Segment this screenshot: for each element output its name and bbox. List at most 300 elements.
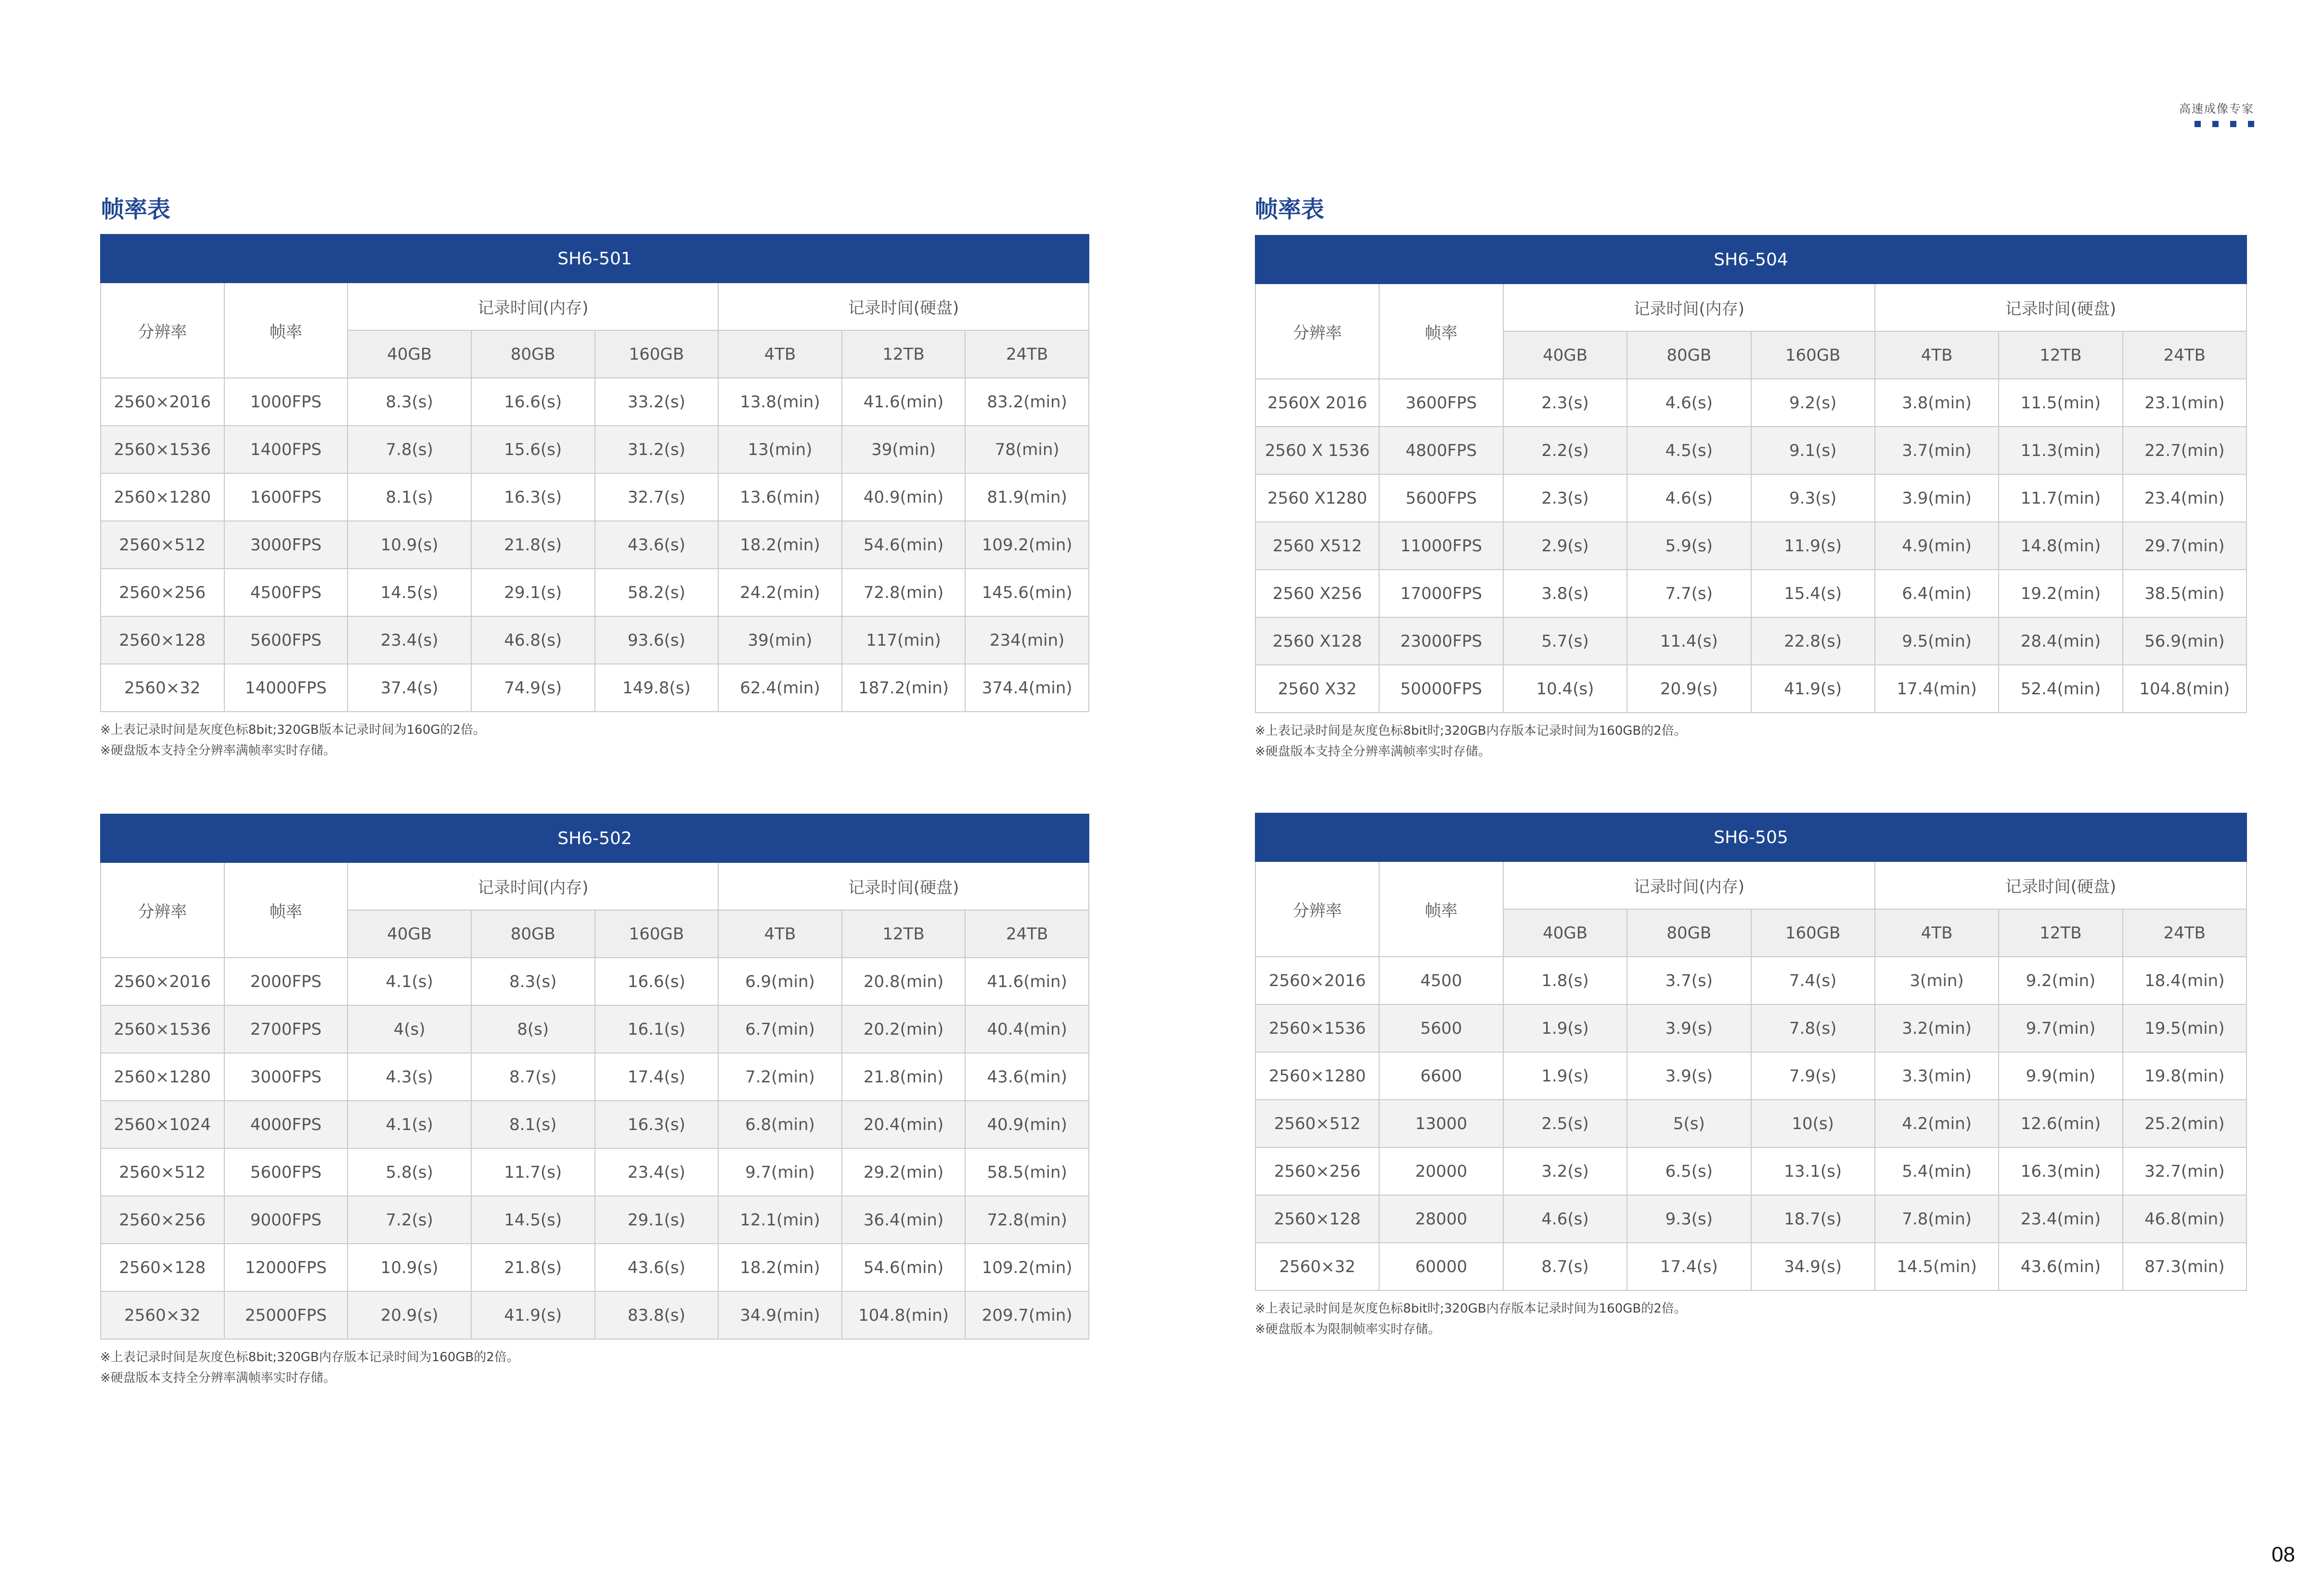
table-cell: 6.8(min)	[718, 1101, 842, 1148]
table-cell: 2560×2016	[101, 378, 224, 426]
table-cell: 2560×256	[101, 569, 224, 616]
table-cell: 21.8(s)	[471, 1244, 595, 1291]
model-row	[1255, 813, 2247, 861]
table-cell: 40.4(min)	[965, 1005, 1089, 1053]
table-cell: 2560×512	[101, 1148, 224, 1196]
table-cell: 14.8(min)	[1999, 522, 2122, 570]
frame-rate-table-sh6-505	[1255, 813, 2247, 1340]
table-cell: 31.2(s)	[595, 426, 719, 473]
table-cell: 117(min)	[842, 616, 966, 664]
table-cell: 87.3(min)	[2123, 1243, 2247, 1290]
table-cell: 6600	[1379, 1052, 1503, 1100]
table-cell: 9.9(min)	[1999, 1052, 2122, 1100]
frame-rate-table	[100, 814, 1089, 1340]
table-cell: 43.6(min)	[965, 1053, 1089, 1101]
model-row	[1255, 235, 2247, 284]
table-cell: 16.3(s)	[595, 1101, 719, 1148]
table-cell: 5.8(s)	[348, 1148, 471, 1196]
table-cell: 93.6(s)	[595, 616, 719, 664]
table-cell: 17.4(min)	[1875, 665, 1999, 713]
table-cell: 39(min)	[718, 616, 842, 664]
table-cell: 21.8(min)	[842, 1053, 966, 1101]
table-cell: 4.6(s)	[1627, 474, 1751, 522]
table-cell: 46.8(min)	[2123, 1195, 2247, 1243]
table-cell: 3.3(min)	[1875, 1052, 1999, 1100]
table-cell: 5(s)	[1627, 1100, 1751, 1147]
table-cell: 2.2(s)	[1503, 427, 1627, 474]
table-cell: 4500	[1379, 957, 1503, 1004]
table-cell: 4(s)	[348, 1005, 471, 1053]
table-cell: 11.7(min)	[1999, 474, 2122, 522]
table-row	[101, 664, 1089, 712]
table-cell: 41.6(min)	[965, 958, 1089, 1005]
memory-group-header: 记录时间(内存)	[348, 862, 718, 910]
table-cell: 2560×32	[101, 1291, 224, 1339]
table-cell: 8.7(s)	[1503, 1243, 1627, 1290]
brand-header	[2179, 99, 2254, 127]
table-cell: 83.8(s)	[595, 1291, 719, 1339]
section-title-right: 帧率表	[1255, 196, 1325, 223]
table-cell: 13(min)	[718, 426, 842, 473]
table-row	[1255, 522, 2247, 570]
table-cell: 20.9(s)	[348, 1291, 471, 1339]
table-cell: 5.9(s)	[1627, 522, 1751, 570]
table-cell: 18.2(min)	[718, 1244, 842, 1291]
table-cell: 36.4(min)	[842, 1196, 966, 1244]
table-cell: 29.2(min)	[842, 1148, 966, 1196]
table-cell: 145.6(min)	[965, 569, 1089, 616]
table-cell: 10.4(s)	[1503, 665, 1627, 713]
resolution-header: 分辨率	[1255, 861, 1379, 957]
table-notes	[100, 720, 1089, 761]
memory-size-header: 160GB	[595, 910, 719, 958]
table-cell: 5600	[1379, 1004, 1503, 1052]
table-cell: 7.2(min)	[718, 1053, 842, 1101]
table-row	[101, 378, 1089, 426]
table-cell: 54.6(min)	[842, 521, 966, 569]
table-cell: 10(s)	[1751, 1100, 1875, 1147]
header-row	[101, 862, 1089, 910]
table-cell: 3.7(min)	[1875, 427, 1999, 474]
table-cell: 187.2(min)	[842, 664, 966, 712]
note-line: ※硬盘版本支持全分辨率满帧率实时存储。	[100, 743, 336, 758]
model-name: SH6-504	[1255, 235, 2247, 284]
table-cell: 28.4(min)	[1999, 617, 2122, 665]
table-cell: 3.9(s)	[1627, 1004, 1751, 1052]
table-cell: 2560×1280	[101, 473, 224, 521]
table-cell: 2.9(s)	[1503, 522, 1627, 570]
disk-size-header: 4TB	[1875, 909, 1999, 957]
table-cell: 13.1(s)	[1751, 1147, 1875, 1195]
table-cell: 11.7(s)	[471, 1148, 595, 1196]
table-cell: 7.7(s)	[1627, 570, 1751, 617]
table-cell: 17000FPS	[1379, 570, 1503, 617]
table-cell: 38.5(min)	[2123, 570, 2247, 617]
table-cell: 1.9(s)	[1503, 1052, 1627, 1100]
table-cell: 1400FPS	[224, 426, 348, 473]
table-row	[101, 473, 1089, 521]
table-cell: 2560×512	[1255, 1100, 1379, 1147]
table-cell: 12.1(min)	[718, 1196, 842, 1244]
table-cell: 3.2(min)	[1875, 1004, 1999, 1052]
table-cell: 25000FPS	[224, 1291, 348, 1339]
table-cell: 9.3(s)	[1627, 1195, 1751, 1243]
table-cell: 9.7(min)	[718, 1148, 842, 1196]
table-row	[1255, 379, 2247, 427]
table-cell: 4.1(s)	[348, 958, 471, 1005]
table-cell: 15.6(s)	[471, 426, 595, 473]
table-cell: 3000FPS	[224, 521, 348, 569]
table-row	[1255, 1147, 2247, 1195]
brand-dot-icon	[2212, 121, 2219, 127]
table-row	[1255, 1100, 2247, 1147]
table-cell: 23.4(s)	[595, 1148, 719, 1196]
table-cell: 8(s)	[471, 1005, 595, 1053]
table-cell: 14.5(s)	[348, 569, 471, 616]
table-cell: 2560×32	[101, 664, 224, 712]
table-row	[101, 1101, 1089, 1148]
table-cell: 9000FPS	[224, 1196, 348, 1244]
table-cell: 10.9(s)	[348, 1244, 471, 1291]
table-cell: 58.5(min)	[965, 1148, 1089, 1196]
table-cell: 37.4(s)	[348, 664, 471, 712]
table-cell: 81.9(min)	[965, 473, 1089, 521]
table-cell: 7.8(s)	[348, 426, 471, 473]
table-row	[101, 616, 1089, 664]
table-cell: 374.4(min)	[965, 664, 1089, 712]
frame-rate-table	[1255, 235, 2247, 713]
table-cell: 109.2(min)	[965, 521, 1089, 569]
memory-size-header: 40GB	[1503, 331, 1627, 379]
table-cell: 6.5(s)	[1627, 1147, 1751, 1195]
resolution-header: 分辨率	[1255, 284, 1379, 379]
table-row	[1255, 1004, 2247, 1052]
table-cell: 4.1(s)	[348, 1101, 471, 1148]
table-cell: 4.2(min)	[1875, 1100, 1999, 1147]
table-cell: 3.8(s)	[1503, 570, 1627, 617]
table-cell: 9.2(min)	[1999, 957, 2122, 1004]
table-cell: 11.3(min)	[1999, 427, 2122, 474]
table-row	[101, 958, 1089, 1005]
table-cell: 39(min)	[842, 426, 966, 473]
table-cell: 2560×1024	[101, 1101, 224, 1148]
disk-size-header: 24TB	[2123, 909, 2247, 957]
table-cell: 43.6(s)	[595, 1244, 719, 1291]
fps-header: 帧率	[224, 283, 348, 378]
table-cell: 11000FPS	[1379, 522, 1503, 570]
table-cell: 56.9(min)	[2123, 617, 2247, 665]
table-cell: 34.9(s)	[1751, 1243, 1875, 1290]
table-cell: 5600FPS	[224, 1148, 348, 1196]
table-cell: 8.3(s)	[471, 958, 595, 1005]
table-cell: 16.6(s)	[471, 378, 595, 426]
table-cell: 7.4(s)	[1751, 957, 1875, 1004]
memory-size-header: 80GB	[471, 330, 595, 378]
table-cell: 23.1(min)	[2123, 379, 2247, 427]
table-cell: 2000FPS	[224, 958, 348, 1005]
table-cell: 2560 X512	[1255, 522, 1379, 570]
table-cell: 23.4(s)	[348, 616, 471, 664]
table-cell: 17.4(s)	[1627, 1243, 1751, 1290]
table-cell: 28000	[1379, 1195, 1503, 1243]
disk-size-header: 12TB	[1999, 909, 2122, 957]
table-cell: 9.7(min)	[1999, 1004, 2122, 1052]
memory-group-header: 记录时间(内存)	[348, 283, 718, 330]
disk-size-header: 24TB	[965, 910, 1089, 958]
table-row	[1255, 665, 2247, 713]
table-cell: 4800FPS	[1379, 427, 1503, 474]
table-cell: 32.7(min)	[2123, 1147, 2247, 1195]
table-cell: 20.9(s)	[1627, 665, 1751, 713]
table-cell: 21.8(s)	[471, 521, 595, 569]
table-cell: 8.3(s)	[348, 378, 471, 426]
memory-size-header: 40GB	[1503, 909, 1627, 957]
section-title-left: 帧率表	[101, 196, 171, 223]
frame-rate-table-sh6-504	[1255, 235, 2247, 762]
table-cell: 7.9(s)	[1751, 1052, 1875, 1100]
table-cell: 3.7(s)	[1627, 957, 1751, 1004]
table-row	[101, 1053, 1089, 1101]
table-cell: 60000	[1379, 1243, 1503, 1290]
disk-size-header: 4TB	[718, 330, 842, 378]
disk-size-header: 24TB	[965, 330, 1089, 378]
table-cell: 24.2(min)	[718, 569, 842, 616]
table-row	[101, 1196, 1089, 1244]
brand-dots	[2179, 121, 2254, 127]
table-row	[1255, 1243, 2247, 1290]
table-cell: 16.3(min)	[1999, 1147, 2122, 1195]
table-cell: 6.9(min)	[718, 958, 842, 1005]
table-cell: 234(min)	[965, 616, 1089, 664]
table-cell: 32.7(s)	[595, 473, 719, 521]
fps-header: 帧率	[1379, 861, 1503, 957]
table-cell: 20.2(min)	[842, 1005, 966, 1053]
table-cell: 18.4(min)	[2123, 957, 2247, 1004]
table-cell: 2.3(s)	[1503, 379, 1627, 427]
table-row	[1255, 1052, 2247, 1100]
table-cell: 2560 X256	[1255, 570, 1379, 617]
table-cell: 2560×1536	[101, 426, 224, 473]
table-cell: 2560 X1280	[1255, 474, 1379, 522]
table-row	[101, 1244, 1089, 1291]
memory-size-header: 160GB	[595, 330, 719, 378]
table-cell: 58.2(s)	[595, 569, 719, 616]
table-cell: 40.9(min)	[965, 1101, 1089, 1148]
table-cell: 104.8(min)	[842, 1291, 966, 1339]
page-number: 08	[2272, 1543, 2295, 1566]
table-cell: 15.4(s)	[1751, 570, 1875, 617]
table-cell: 62.4(min)	[718, 664, 842, 712]
table-cell: 7.8(s)	[1751, 1004, 1875, 1052]
table-cell: 83.2(min)	[965, 378, 1089, 426]
table-cell: 41.9(s)	[1751, 665, 1875, 713]
table-cell: 11.5(min)	[1999, 379, 2122, 427]
disk-size-header: 12TB	[1999, 331, 2122, 379]
table-cell: 17.4(s)	[595, 1053, 719, 1101]
frame-rate-table-sh6-501	[100, 234, 1089, 761]
table-cell: 22.8(s)	[1751, 617, 1875, 665]
table-cell: 9.5(min)	[1875, 617, 1999, 665]
table-notes	[1255, 1299, 2247, 1340]
table-cell: 3.9(min)	[1875, 474, 1999, 522]
table-cell: 19.5(min)	[2123, 1004, 2247, 1052]
table-cell: 54.6(min)	[842, 1244, 966, 1291]
table-row	[101, 1005, 1089, 1053]
table-cell: 3.9(s)	[1627, 1052, 1751, 1100]
table-cell: 3.2(s)	[1503, 1147, 1627, 1195]
table-row	[1255, 957, 2247, 1004]
table-cell: 16.3(s)	[471, 473, 595, 521]
note-line: ※硬盘版本支持全分辨率满帧率实时存储。	[100, 1371, 336, 1385]
note-line: ※上表记录时间是灰度色标8bit时;320GB内存版本记录时间为160GB的2倍。	[1255, 1301, 1687, 1316]
table-cell: 10.9(s)	[348, 521, 471, 569]
frame-rate-table	[100, 234, 1089, 712]
table-cell: 33.2(s)	[595, 378, 719, 426]
table-cell: 13000	[1379, 1100, 1503, 1147]
table-cell: 4.5(s)	[1627, 427, 1751, 474]
table-cell: 20000	[1379, 1147, 1503, 1195]
table-cell: 8.7(s)	[471, 1053, 595, 1101]
table-cell: 74.9(s)	[471, 664, 595, 712]
disk-size-header: 24TB	[2123, 331, 2247, 379]
table-cell: 2700FPS	[224, 1005, 348, 1053]
disk-group-header: 记录时间(硬盘)	[718, 862, 1089, 910]
note-line: ※硬盘版本为限制帧率实时存储。	[1255, 1322, 1441, 1337]
table-cell: 1.8(s)	[1503, 957, 1627, 1004]
disk-size-header: 12TB	[842, 910, 966, 958]
table-cell: 2560×1536	[101, 1005, 224, 1053]
brand-tagline: 高速成像专家	[2179, 102, 2254, 116]
table-cell: 18.7(s)	[1751, 1195, 1875, 1243]
disk-size-header: 4TB	[1875, 331, 1999, 379]
table-cell: 20.8(min)	[842, 958, 966, 1005]
table-cell: 12000FPS	[224, 1244, 348, 1291]
table-cell: 4.6(s)	[1627, 379, 1751, 427]
table-row	[1255, 1195, 2247, 1243]
table-cell: 20.4(min)	[842, 1101, 966, 1148]
table-row	[101, 521, 1089, 569]
table-cell: 2560X 2016	[1255, 379, 1379, 427]
table-cell: 2560×512	[101, 521, 224, 569]
table-cell: 3600FPS	[1379, 379, 1503, 427]
table-row	[1255, 570, 2247, 617]
table-cell: 29.1(s)	[595, 1196, 719, 1244]
table-cell: 34.9(min)	[718, 1291, 842, 1339]
disk-group-header: 记录时间(硬盘)	[1875, 284, 2247, 331]
table-cell: 2.5(s)	[1503, 1100, 1627, 1147]
table-cell: 29.7(min)	[2123, 522, 2247, 570]
table-cell: 13.6(min)	[718, 473, 842, 521]
table-cell: 8.1(s)	[348, 473, 471, 521]
table-cell: 11.9(s)	[1751, 522, 1875, 570]
table-cell: 2560×128	[1255, 1195, 1379, 1243]
table-cell: 1600FPS	[224, 473, 348, 521]
note-line: ※硬盘版本支持全分辨率满帧率实时存储。	[1255, 744, 1491, 759]
table-cell: 16.6(s)	[595, 958, 719, 1005]
table-cell: 149.8(s)	[595, 664, 719, 712]
memory-size-header: 80GB	[471, 910, 595, 958]
frame-rate-table-sh6-502	[100, 814, 1089, 1389]
disk-group-header: 记录时间(硬盘)	[1875, 861, 2247, 909]
table-cell: 40.9(min)	[842, 473, 966, 521]
table-cell: 8.1(s)	[471, 1101, 595, 1148]
table-notes	[100, 1347, 1089, 1389]
fps-header: 帧率	[1379, 284, 1503, 379]
table-cell: 5600FPS	[224, 616, 348, 664]
table-cell: 13.8(min)	[718, 378, 842, 426]
table-cell: 14.5(s)	[471, 1196, 595, 1244]
table-cell: 1.9(s)	[1503, 1004, 1627, 1052]
model-row	[101, 234, 1089, 283]
table-cell: 19.8(min)	[2123, 1052, 2247, 1100]
memory-group-header: 记录时间(内存)	[1503, 284, 1875, 331]
table-cell: 72.8(min)	[842, 569, 966, 616]
table-cell: 7.8(min)	[1875, 1195, 1999, 1243]
table-cell: 3.8(min)	[1875, 379, 1999, 427]
table-cell: 6.7(min)	[718, 1005, 842, 1053]
table-notes	[1255, 721, 2247, 762]
note-line: ※上表记录时间是灰度色标8bit;320GB内存版本记录时间为160GB的2倍。	[100, 1350, 519, 1365]
memory-size-header: 40GB	[348, 330, 471, 378]
table-cell: 14000FPS	[224, 664, 348, 712]
memory-size-header: 80GB	[1627, 909, 1751, 957]
table-cell: 23.4(min)	[1999, 1195, 2122, 1243]
table-cell: 109.2(min)	[965, 1244, 1089, 1291]
table-cell: 25.2(min)	[2123, 1100, 2247, 1147]
table-cell: 5600FPS	[1379, 474, 1503, 522]
table-cell: 2560 X128	[1255, 617, 1379, 665]
table-cell: 2560×1536	[1255, 1004, 1379, 1052]
table-cell: 2560×256	[1255, 1147, 1379, 1195]
table-row	[101, 1291, 1089, 1339]
model-name: SH6-502	[101, 814, 1089, 862]
table-cell: 12.6(min)	[1999, 1100, 2122, 1147]
table-cell: 6.4(min)	[1875, 570, 1999, 617]
table-cell: 2560 X32	[1255, 665, 1379, 713]
resolution-header: 分辨率	[101, 283, 224, 378]
table-cell: 9.1(s)	[1751, 427, 1875, 474]
note-line: ※上表记录时间是灰度色标8bit时;320GB内存版本记录时间为160GB的2倍。	[1255, 724, 1687, 738]
table-row	[101, 569, 1089, 616]
table-row	[1255, 427, 2247, 474]
table-cell: 9.2(s)	[1751, 379, 1875, 427]
table-cell: 9.3(s)	[1751, 474, 1875, 522]
table-cell: 2.3(s)	[1503, 474, 1627, 522]
table-cell: 23000FPS	[1379, 617, 1503, 665]
table-cell: 2560 X 1536	[1255, 427, 1379, 474]
table-cell: 78(min)	[965, 426, 1089, 473]
table-cell: 46.8(s)	[471, 616, 595, 664]
table-cell: 4000FPS	[224, 1101, 348, 1148]
table-cell: 14.5(min)	[1875, 1243, 1999, 1290]
table-cell: 2560×32	[1255, 1243, 1379, 1290]
memory-size-header: 160GB	[1751, 331, 1875, 379]
table-cell: 5.4(min)	[1875, 1147, 1999, 1195]
table-cell: 4500FPS	[224, 569, 348, 616]
table-cell: 3000FPS	[224, 1053, 348, 1101]
table-cell: 2560×256	[101, 1196, 224, 1244]
header-row	[101, 283, 1089, 330]
memory-size-header: 160GB	[1751, 909, 1875, 957]
table-cell: 2560×2016	[101, 958, 224, 1005]
table-cell: 23.4(min)	[2123, 474, 2247, 522]
memory-size-header: 40GB	[348, 910, 471, 958]
table-cell: 43.6(min)	[1999, 1243, 2122, 1290]
table-row	[1255, 617, 2247, 665]
table-row	[101, 1148, 1089, 1196]
table-cell: 5.7(s)	[1503, 617, 1627, 665]
table-cell: 3(min)	[1875, 957, 1999, 1004]
